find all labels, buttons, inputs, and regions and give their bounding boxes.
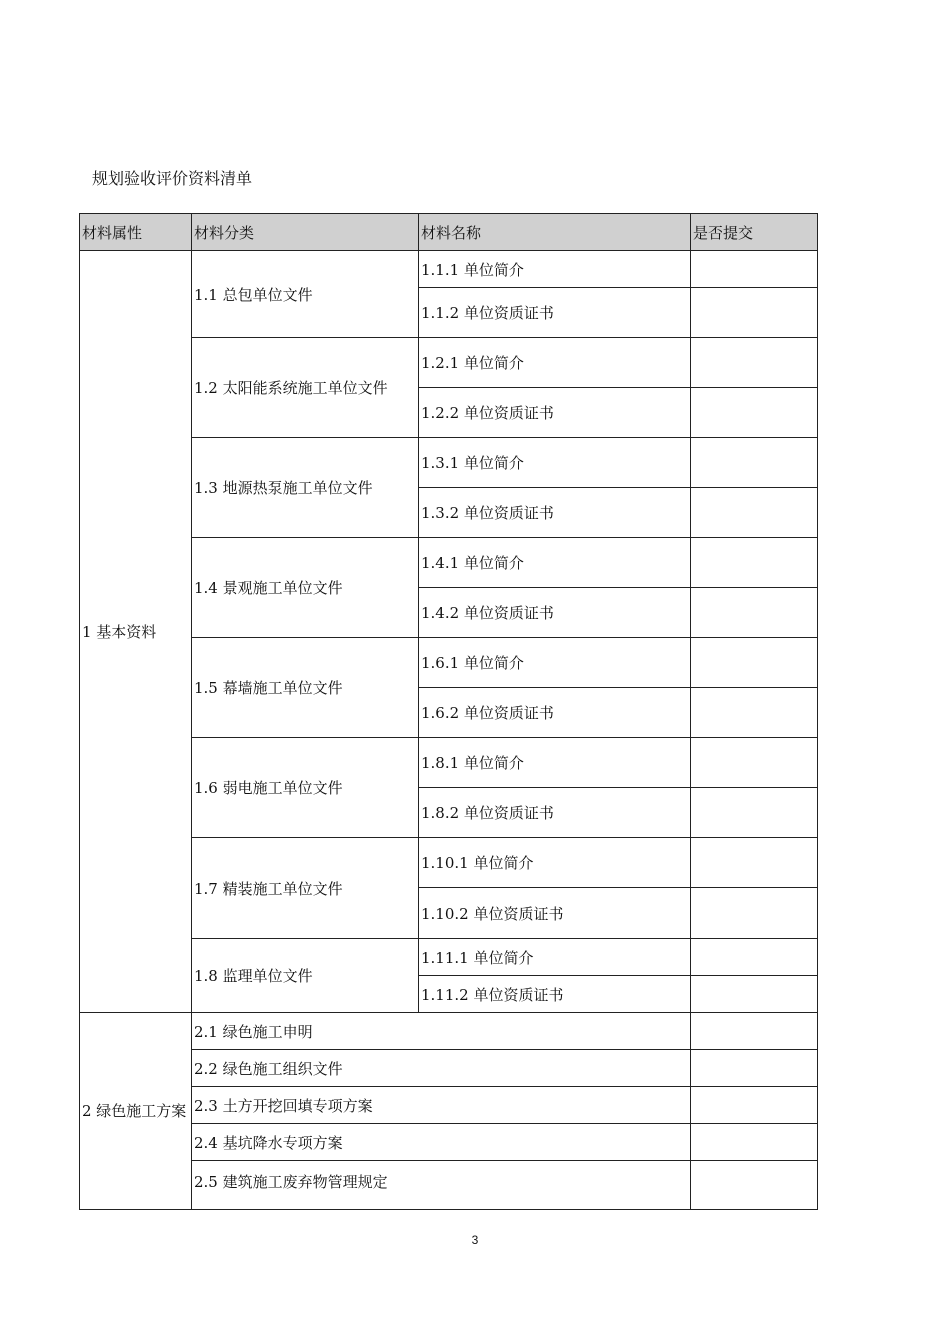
table-row — [80, 251, 818, 288]
item-name-cell: 2.5 建筑施工废弃物管理规定 — [192, 1161, 691, 1210]
category-cell: 1.1 总包单位文件 — [192, 251, 419, 338]
document-title: 规划验收评价资料清单 — [92, 169, 253, 188]
submitted-cell[interactable] — [691, 388, 818, 438]
attr-basic: 1 基本资料 — [80, 251, 192, 1013]
item-name-cell: 1.8.1 单位简介 — [419, 738, 691, 788]
item-name-cell: 1.4.1 单位简介 — [419, 538, 691, 588]
submitted-cell[interactable] — [691, 738, 818, 788]
submitted-cell[interactable] — [691, 338, 818, 388]
submitted-cell[interactable] — [691, 1013, 818, 1050]
submitted-cell[interactable] — [691, 939, 818, 976]
item-name-cell: 1.10.1 单位简介 — [419, 838, 691, 888]
item-name-cell: 1.8.2 单位资质证书 — [419, 788, 691, 838]
item-name-cell: 1.6.2 单位资质证书 — [419, 688, 691, 738]
submitted-cell[interactable] — [691, 688, 818, 738]
submitted-cell[interactable] — [691, 538, 818, 588]
item-name-cell: 1.4.2 单位资质证书 — [419, 588, 691, 638]
item-name-cell: 1.6.1 单位简介 — [419, 638, 691, 688]
item-name-cell: 1.2.1 单位简介 — [419, 338, 691, 388]
submitted-cell[interactable] — [691, 976, 818, 1013]
item-name-cell: 2.4 基坑降水专项方案 — [192, 1124, 691, 1161]
submitted-cell[interactable] — [691, 788, 818, 838]
submitted-cell[interactable] — [691, 288, 818, 338]
item-name-cell: 1.1.1 单位简介 — [419, 251, 691, 288]
submitted-cell[interactable] — [691, 888, 818, 939]
submitted-cell[interactable] — [691, 1161, 818, 1210]
category-cell: 1.8 监理单位文件 — [192, 939, 419, 1013]
submitted-cell[interactable] — [691, 438, 818, 488]
submitted-cell[interactable] — [691, 488, 818, 538]
item-name-cell: 1.11.2 单位资质证书 — [419, 976, 691, 1013]
table-row — [80, 1013, 818, 1050]
item-name-cell: 2.2 绿色施工组织文件 — [192, 1050, 691, 1087]
category-cell: 1.2 太阳能系统施工单位文件 — [192, 338, 419, 438]
category-cell: 1.4 景观施工单位文件 — [192, 538, 419, 638]
submitted-cell[interactable] — [691, 1087, 818, 1124]
item-name-cell: 1.10.2 单位资质证书 — [419, 888, 691, 939]
submitted-cell[interactable] — [691, 638, 818, 688]
item-name-cell: 1.11.1 单位简介 — [419, 939, 691, 976]
submitted-cell[interactable] — [691, 838, 818, 888]
category-cell: 1.5 幕墙施工单位文件 — [192, 638, 419, 738]
item-name-cell: 2.1 绿色施工申明 — [192, 1013, 691, 1050]
materials-table — [79, 213, 818, 1210]
submitted-cell[interactable] — [691, 588, 818, 638]
submitted-cell[interactable] — [691, 1050, 818, 1087]
category-cell: 1.7 精装施工单位文件 — [192, 838, 419, 939]
header-name: 材料名称 — [419, 214, 691, 251]
item-name-cell: 2.3 土方开挖回填专项方案 — [192, 1087, 691, 1124]
header-submitted: 是否提交 — [691, 214, 818, 251]
table-header-row — [80, 214, 818, 251]
submitted-cell[interactable] — [691, 1124, 818, 1161]
header-category: 材料分类 — [192, 214, 419, 251]
submitted-cell[interactable] — [691, 251, 818, 288]
item-name-cell: 1.3.1 单位简介 — [419, 438, 691, 488]
header-attr: 材料属性 — [80, 214, 192, 251]
page-number: 3 — [471, 1233, 479, 1247]
item-name-cell: 1.2.2 单位资质证书 — [419, 388, 691, 438]
category-cell: 1.3 地源热泵施工单位文件 — [192, 438, 419, 538]
item-name-cell: 1.1.2 单位资质证书 — [419, 288, 691, 338]
attr-green-construction: 2 绿色施工方案 — [80, 1013, 192, 1210]
category-cell: 1.6 弱电施工单位文件 — [192, 738, 419, 838]
item-name-cell: 1.3.2 单位资质证书 — [419, 488, 691, 538]
